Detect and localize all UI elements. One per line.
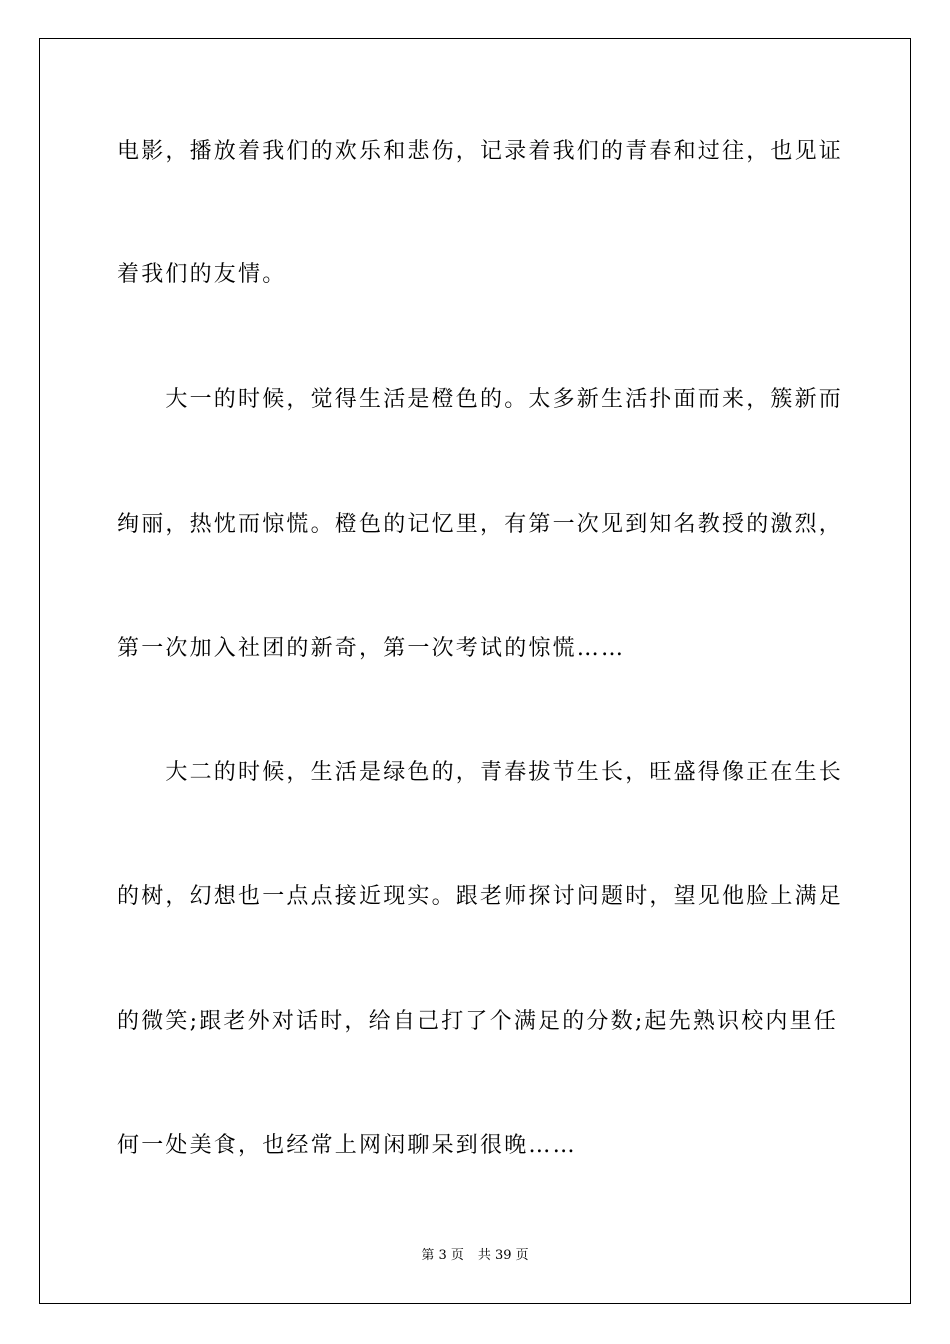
body-line-8: 的微笑;跟老外对话时，给自己打了个满足的分数;起先熟识校内里任 [117,1009,839,1034]
body-line-4: 绚丽，热忱而惊慌。橙色的记忆里，有第一次见到知名教授的激烈， [117,512,844,537]
body-line-9: 何一处美食，也经常上网闲聊呆到很晚…… [117,1133,577,1158]
body-line-3: 大一的时候，觉得生活是橙色的。太多新生活扑面而来，簇新而 [117,387,844,412]
total-pages: 共 39 页 [477,1248,529,1263]
page-footer [0,1247,950,1265]
page-border [39,38,911,1304]
body-line-6: 大二的时候，生活是绿色的，青春拔节生长，旺盛得像正在生长 [117,760,844,785]
body-line-2: 着我们的友情。 [117,262,287,287]
page-number: 第 3 页 [421,1248,464,1263]
body-line-1: 电影，播放着我们的欢乐和悲伤，记录着我们的青春和过往，也见证 [117,139,844,164]
body-line-5: 第一次加入社团的新奇，第一次考试的惊慌…… [117,636,626,661]
body-line-7: 的树，幻想也一点点接近现实。跟老师探讨问题时，望见他脸上满足 [117,884,844,909]
